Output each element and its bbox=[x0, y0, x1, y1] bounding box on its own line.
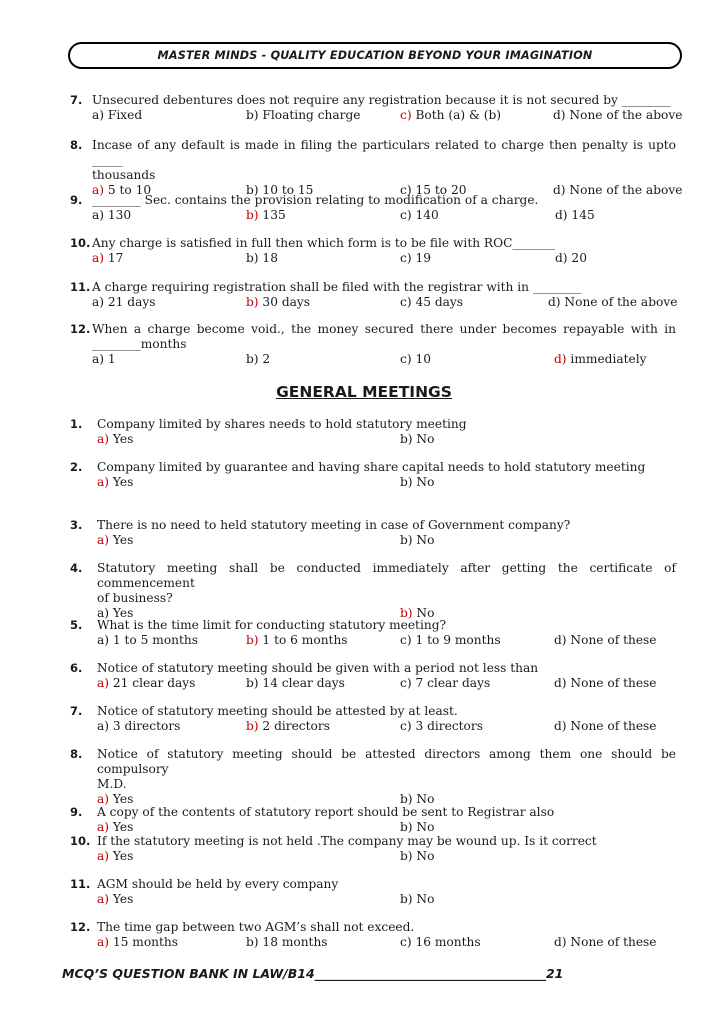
option-c: c) 140 bbox=[400, 208, 439, 222]
question-number: 7. bbox=[70, 93, 83, 107]
option-d: d) None of these bbox=[554, 633, 657, 647]
option-b-answer: b) 135 bbox=[246, 208, 286, 222]
question-number: 11. bbox=[70, 280, 91, 294]
question-text: AGM should be held by every company bbox=[97, 877, 339, 891]
option-b: b) 14 clear days bbox=[246, 676, 345, 690]
gm-question-12 bbox=[70, 920, 676, 950]
question-text: Notice of statutory meeting should be attested directors among them one should be compulsory bbox=[97, 747, 676, 776]
question-number: 12. bbox=[70, 920, 91, 934]
option-d: d) None of these bbox=[554, 719, 657, 733]
page-number: 21 bbox=[545, 966, 564, 981]
option-d: d) None of the above bbox=[548, 295, 678, 309]
option-a-answer: a) Yes bbox=[97, 432, 134, 446]
question-number: 4. bbox=[70, 561, 83, 575]
gm-question-11 bbox=[70, 877, 676, 907]
option-a-answer: a) 17 bbox=[92, 251, 124, 265]
question-text: What is the time limit for conducting statutory meeting? bbox=[97, 618, 447, 632]
option-a-answer: a) Yes bbox=[97, 475, 134, 489]
question-text: Unsecured debentures does not require any registration because it is not secured by ________ bbox=[92, 93, 671, 107]
gm-question-6 bbox=[70, 661, 676, 691]
gm-question-10 bbox=[70, 834, 676, 864]
gm-question-8 bbox=[70, 747, 676, 807]
option-b-answer: b) No bbox=[400, 606, 435, 620]
question-number: 9. bbox=[70, 193, 83, 207]
option-a: a) 130 bbox=[92, 208, 132, 222]
option-a: a) Yes bbox=[97, 606, 134, 620]
option-b-answer: b) 30 days bbox=[246, 295, 311, 309]
question-number: 10. bbox=[70, 236, 91, 250]
option-b: b) No bbox=[400, 533, 435, 547]
page-header bbox=[68, 42, 682, 69]
option-a-answer: a) Yes bbox=[97, 849, 134, 863]
option-b: b) No bbox=[400, 820, 435, 834]
option-c-answer: c) Both (a) & (b) bbox=[400, 108, 502, 122]
question-text: Any charge is satisfied in full then which form is to be file with ROC_______ bbox=[92, 236, 556, 250]
option-c: c) 15 to 20 bbox=[400, 183, 467, 197]
question-number: 8. bbox=[70, 747, 83, 761]
question-text-cont: of business? bbox=[97, 591, 173, 605]
question-number: 5. bbox=[70, 618, 83, 632]
option-d: d) None of the above bbox=[553, 108, 683, 122]
question-text-cont: ________months bbox=[92, 337, 187, 351]
option-b-answer: b) 2 directors bbox=[246, 719, 330, 733]
option-b: b) No bbox=[400, 432, 435, 446]
option-b: b) Floating charge bbox=[246, 108, 361, 122]
gm-question-2 bbox=[70, 460, 676, 490]
question-number: 1. bbox=[70, 417, 83, 431]
option-d-answer: d) immediately bbox=[554, 352, 647, 366]
question-text: A charge requiring registration shall be filed with the registrar with in ________ bbox=[92, 280, 582, 294]
question-number: 12. bbox=[70, 322, 91, 336]
question-number: 8. bbox=[70, 138, 83, 152]
option-a: a) Fixed bbox=[92, 108, 143, 122]
option-a: a) 3 directors bbox=[97, 719, 181, 733]
section-title: GENERAL MEETINGS bbox=[276, 383, 452, 401]
question-text: When a charge become void., the money secured there under becomes repayable with in bbox=[92, 322, 676, 336]
question-10 bbox=[70, 236, 676, 266]
option-b: b) 18 bbox=[246, 251, 278, 265]
question-number: 11. bbox=[70, 877, 91, 891]
question-text: Statutory meeting shall be conducted immediately after getting the certificate of commencement bbox=[97, 561, 676, 590]
question-number: 7. bbox=[70, 704, 83, 718]
question-text: Company limited by shares needs to hold statutory meeting bbox=[97, 417, 467, 431]
option-a: a) 1 to 5 months bbox=[97, 633, 199, 647]
question-7 bbox=[70, 93, 683, 123]
question-text: Company limited by guarantee and having share capital needs to hold statutory meeting bbox=[97, 460, 646, 474]
option-d: d) 20 bbox=[555, 251, 587, 265]
gm-question-3 bbox=[70, 518, 676, 548]
option-c: c) 7 clear days bbox=[400, 676, 491, 690]
question-text-cont: thousands bbox=[92, 168, 156, 182]
option-c: c) 10 bbox=[400, 352, 431, 366]
question-text: The time gap between two AGM’s shall not exceed. bbox=[97, 920, 415, 934]
option-b: b) 18 months bbox=[246, 935, 328, 949]
option-b: b) 10 to 15 bbox=[246, 183, 314, 197]
question-text: There is no need to held statutory meeting in case of Government company? bbox=[97, 518, 571, 532]
option-c: c) 16 months bbox=[400, 935, 481, 949]
option-b: b) 2 bbox=[246, 352, 271, 366]
question-text: Notice of statutory meeting should be attested by at least. bbox=[97, 704, 458, 718]
gm-question-1 bbox=[70, 417, 676, 447]
question-text-cont: M.D. bbox=[97, 777, 127, 791]
question-text: A copy of the contents of statutory report should be sent to Registrar also bbox=[97, 805, 555, 819]
option-a: a) 21 days bbox=[92, 295, 156, 309]
option-a-answer: a) 5 to 10 bbox=[92, 183, 152, 197]
gm-question-9 bbox=[70, 805, 676, 835]
question-11 bbox=[70, 280, 676, 310]
option-c: c) 19 bbox=[400, 251, 431, 265]
gm-question-4 bbox=[70, 561, 676, 621]
option-b: b) No bbox=[400, 792, 435, 806]
question-12 bbox=[70, 322, 676, 367]
option-d: d) None of the above bbox=[553, 183, 683, 197]
question-8 bbox=[70, 138, 683, 198]
gm-question-7 bbox=[70, 704, 676, 734]
question-number: 2. bbox=[70, 460, 83, 474]
question-number: 3. bbox=[70, 518, 83, 532]
question-text: If the statutory meeting is not held .The company may be wound up. Is it correct bbox=[97, 834, 597, 848]
question-number: 9. bbox=[70, 805, 83, 819]
footer-rule: _____________________________________ bbox=[314, 966, 546, 981]
question-text: Notice of statutory meeting should be given with a period not less than bbox=[97, 661, 539, 675]
gm-question-5 bbox=[70, 618, 676, 648]
option-b-answer: b) 1 to 6 months bbox=[246, 633, 348, 647]
option-d: d) None of these bbox=[554, 676, 657, 690]
option-a: a) 1 bbox=[92, 352, 116, 366]
option-b: b) No bbox=[400, 892, 435, 906]
question-text: Incase of any default is made in filing the particulars related to charge then penalty is upto _____ bbox=[92, 138, 676, 167]
header-title: MASTER MINDS - QUALITY EDUCATION BEYOND YOUR IMAGINATION bbox=[157, 49, 593, 62]
option-b: b) No bbox=[400, 849, 435, 863]
footer-text: MCQ’S QUESTION BANK IN LAW/B14 bbox=[62, 966, 315, 981]
option-c: c) 45 days bbox=[400, 295, 464, 309]
option-d: d) None of these bbox=[554, 935, 657, 949]
option-b: b) No bbox=[400, 475, 435, 489]
option-c: c) 3 directors bbox=[400, 719, 483, 733]
option-a-answer: a) Yes bbox=[97, 792, 134, 806]
option-a-answer: a) 15 months bbox=[97, 935, 179, 949]
option-c: c) 1 to 9 months bbox=[400, 633, 501, 647]
page-footer bbox=[62, 966, 682, 981]
option-a-answer: a) 21 clear days bbox=[97, 676, 196, 690]
option-a-answer: a) Yes bbox=[97, 892, 134, 906]
option-a-answer: a) Yes bbox=[97, 820, 134, 834]
option-d: d) 145 bbox=[555, 208, 595, 222]
question-9 bbox=[70, 193, 676, 223]
question-number: 6. bbox=[70, 661, 83, 675]
question-number: 10. bbox=[70, 834, 91, 848]
option-a-answer: a) Yes bbox=[97, 533, 134, 547]
question-text: ________ Sec. contains the provision relating to modification of a charge. bbox=[92, 193, 539, 207]
